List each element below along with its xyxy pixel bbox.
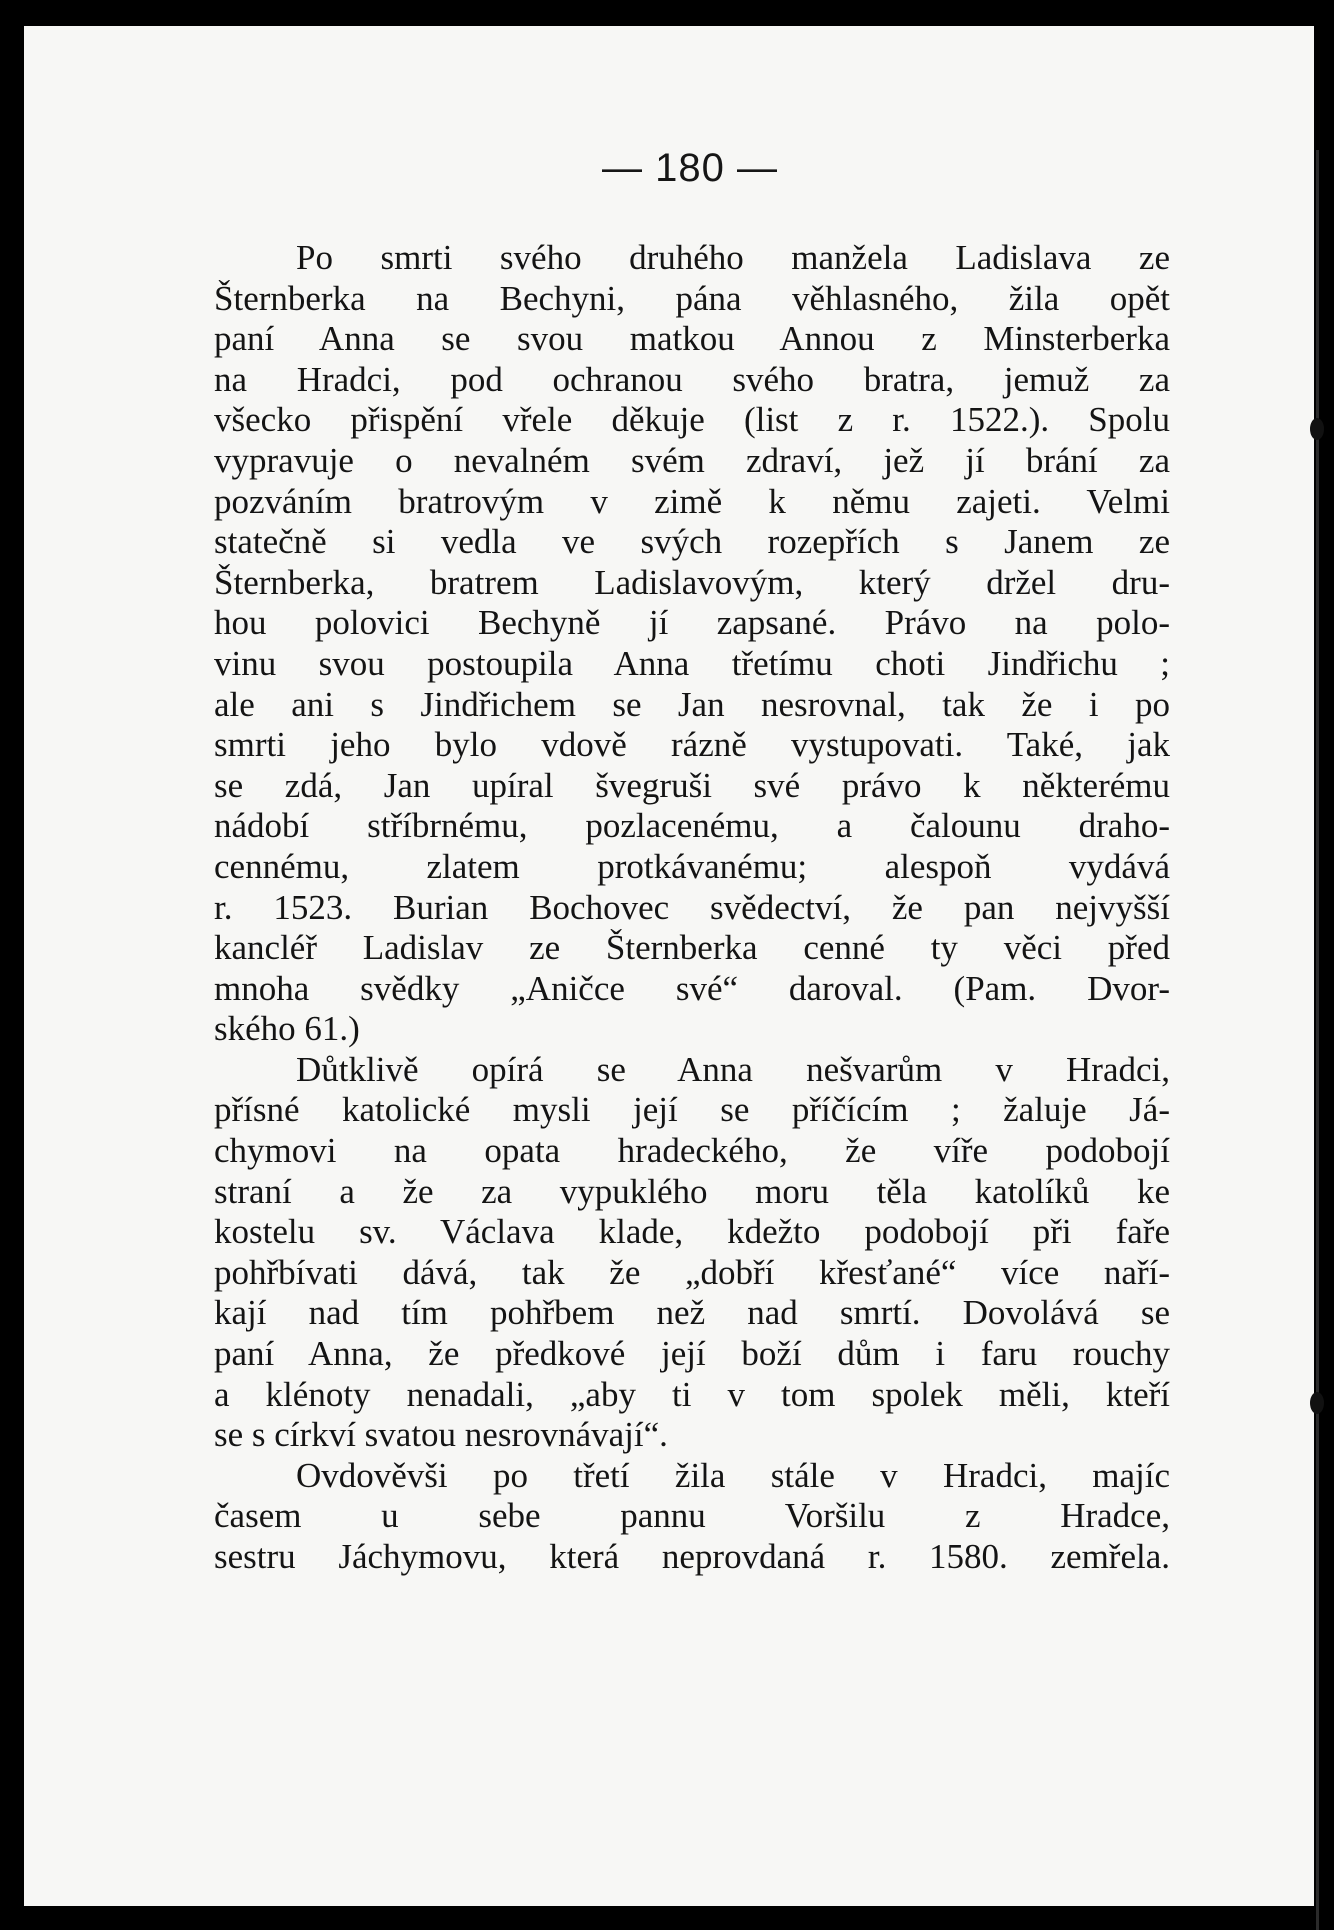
text-line: všecko přispění vřele děkuje (list z r. 1522.). Spolu: [214, 400, 1170, 440]
text-line: Šternberka, bratrem Ladislavovým, který držel dru-: [214, 562, 1170, 602]
body-text: [214, 238, 1170, 1578]
text-line: Po smrti svého druhého manžela Ladislava ze: [296, 238, 1170, 277]
binding-hole-upper: [1310, 418, 1324, 440]
text-line: nádobí stříbrnému, pozlacenému, a čalounu draho-: [214, 806, 1170, 846]
text-line: Důtklivě opírá se Anna nešvarům v Hradci,: [296, 1049, 1170, 1089]
binding-hole-lower: [1310, 1392, 1324, 1414]
text-line: paní Anna se svou matkou Annou z Minsterberka: [214, 319, 1170, 359]
text-line: časem u sebe pannu Voršilu z Hradce,: [214, 1496, 1170, 1536]
text-line: paní Anna, že předkové její boží dům i faru rouchy: [214, 1334, 1170, 1374]
text-line: cennému, zlatem protkávanému; alespoň vydává: [214, 846, 1170, 886]
text-line: přísné katolické mysli její se příčícím ; žaluje Já-: [214, 1090, 1170, 1130]
text-line: a klénoty nenadali, „aby ti v tom spolek měli, kteří: [214, 1374, 1170, 1414]
text-line: na Hradci, pod ochranou svého bratra, jemuž za: [214, 359, 1170, 399]
text-line: pozváním bratrovým v zimě k němu zajeti. Velmi: [214, 481, 1170, 521]
text-line: ského 61.): [214, 1009, 360, 1049]
text-line: kancléř Ladislav ze Šternberka cenné ty věci před: [214, 928, 1170, 968]
page-edge-rule: [1316, 150, 1319, 1930]
text-line: mnoha svědky „Aničce své“ daroval. (Pam. Dvor-: [214, 968, 1170, 1008]
text-line: ale ani s Jindřichem se Jan nesrovnal, tak že i po: [214, 684, 1170, 724]
text-line: statečně si vedla ve svých rozepřích s Janem ze: [214, 522, 1170, 562]
text-line: kají nad tím pohřbem než nad smrtí. Dovolává se: [214, 1293, 1170, 1333]
text-line: hou polovici Bechyně jí zapsané. Právo na polo-: [214, 603, 1170, 643]
text-line: pohřbívati dává, tak že „dobří křesťané“ více naří-: [214, 1252, 1170, 1292]
text-line: se s církví svatou nesrovnávají“.: [214, 1415, 668, 1455]
text-line: r. 1523. Burian Bochovec svědectví, že pan nejvyšší: [214, 887, 1170, 927]
text-line: Šternberka na Bechyni, pána věhlasného, žila opět: [214, 278, 1170, 318]
text-line: se zdá, Jan upíral švegruši své právo k některému: [214, 765, 1170, 805]
text-line: vinu svou postoupila Anna třetímu choti Jindřichu ;: [214, 643, 1170, 683]
text-line: sestru Jáchymovu, která neprovdaná r. 1580. zemřela.: [214, 1537, 1170, 1576]
text-line: smrti jeho bylo vdově rázně vystupovati. Také, jak: [214, 725, 1170, 765]
text-line: kostelu sv. Václava klade, kdežto podobojí při faře: [214, 1212, 1170, 1252]
text-line: vypravuje o nevalném svém zdraví, jež jí brání za: [214, 440, 1170, 480]
text-line: chymovi na opata hradeckého, že víře podobojí: [214, 1131, 1170, 1171]
page-number: — 180 —: [602, 146, 778, 190]
text-line: straní a že za vypuklého moru těla katolíků ke: [214, 1171, 1170, 1211]
text-line: Ovdověvši po třetí žila stále v Hradci, majíc: [296, 1455, 1170, 1495]
